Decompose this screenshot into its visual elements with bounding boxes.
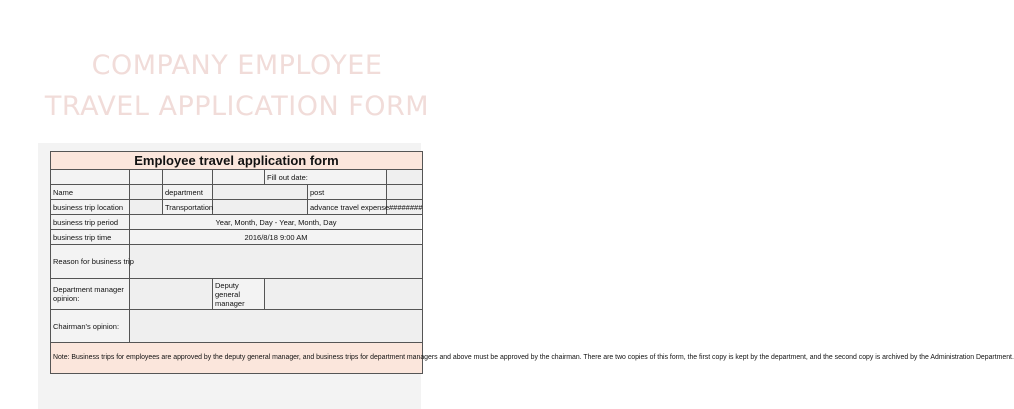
period-label: business trip period [51,215,130,230]
dept-manager-label: Department manager opinion: [51,279,130,310]
time-label: business trip time [51,230,130,245]
advance-expense-label: advance travel expense [308,200,387,215]
transportation-field[interactable] [213,200,308,215]
name-label: Name [51,185,130,200]
travel-application-table [50,151,1014,374]
heading-line-2: TRAVEL APPLICATION FORM [44,91,430,122]
location-field[interactable] [130,200,163,215]
dept-manager-field[interactable] [130,279,213,310]
deputy-manager-field[interactable] [265,279,423,310]
cell-blank[interactable] [163,170,213,185]
period-field[interactable]: Year, Month, Day - Year, Month, Day [130,215,423,230]
post-field[interactable] [387,185,423,200]
reason-label: Reason for business trip [51,245,130,279]
fill-out-date-label: Fill out date: [265,170,387,185]
deputy-manager-label: Deputy general manager [213,279,265,310]
heading-line-1: COMPANY EMPLOYEE [91,50,383,81]
time-field[interactable]: 2016/8/18 9:00 AM [130,230,423,245]
fill-out-date-field[interactable] [387,170,423,185]
advance-expense-field[interactable]: ######## [387,200,423,215]
chairman-field[interactable] [130,310,423,343]
department-field[interactable] [213,185,308,200]
cell-blank[interactable] [130,170,163,185]
form-title: Employee travel application form [51,152,423,170]
form-note: Note: Business trips for employees are approved by the deputy general manager, and business trips for department managers and above must be approved by the chairman. There are two copies of this form, the first copy is kept by the department, and the second copy is archived by the Administration Department. [51,343,423,374]
reason-field[interactable] [130,245,423,279]
transportation-label: Transportation [163,200,213,215]
location-label: business trip location [51,200,130,215]
cell-blank[interactable] [213,170,265,185]
post-label: post [308,185,387,200]
department-label: department [163,185,213,200]
name-field[interactable] [130,185,163,200]
chairman-label: Chairman's opinion: [51,310,130,343]
cell-blank[interactable] [51,170,130,185]
